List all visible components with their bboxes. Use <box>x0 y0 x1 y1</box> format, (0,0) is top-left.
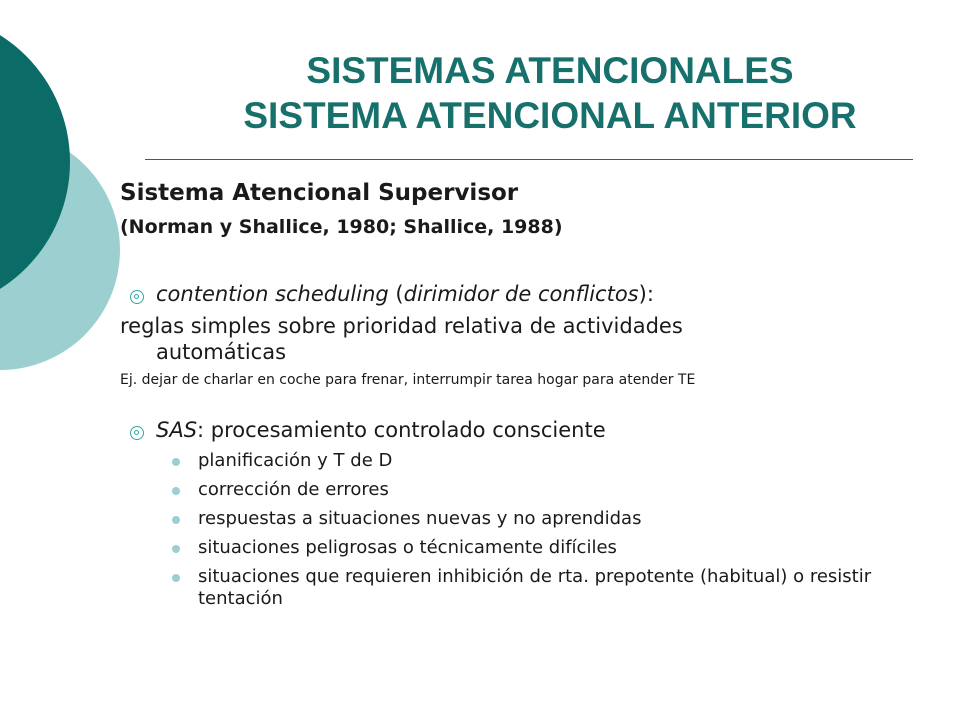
slide-title <box>150 48 950 138</box>
list-item <box>172 508 932 530</box>
title-line-1: SISTEMAS ATENCIONALES <box>306 50 794 91</box>
dot-bullet-icon <box>172 487 180 495</box>
list-item <box>172 537 932 559</box>
dot-bullet-icon <box>172 574 180 582</box>
citation: (Norman y Shallice, 1980; Shallice, 1988) <box>120 216 563 238</box>
title-line-2: SISTEMA ATENCIONAL ANTERIOR <box>243 95 857 136</box>
double-ring-bullet-icon <box>130 426 144 440</box>
list-item-text: planificación y T de D <box>198 450 393 471</box>
list-item <box>172 566 932 610</box>
example-text: Ej. dejar de charlar en coche para frenar, interrumpir tarea hogar para atender TE <box>120 372 696 388</box>
paren-open: ( <box>388 282 404 306</box>
term-sas: SAS <box>156 418 198 442</box>
list-item <box>172 450 932 472</box>
term-english: contention scheduling <box>156 282 389 306</box>
paragraph-line-2: automáticas <box>156 340 287 364</box>
double-ring-bullet-icon <box>130 290 144 304</box>
paragraph-line-1: reglas simples sobre prioridad relativa de actividades <box>120 314 683 338</box>
sas-description: : procesamiento controlado consciente <box>197 418 606 442</box>
dot-bullet-icon <box>172 545 180 553</box>
section-heading: Sistema Atencional Supervisor <box>120 180 519 206</box>
term-spanish: dirimidor de conflictos <box>403 282 639 306</box>
paren-close: ): <box>638 282 654 306</box>
bullet-contention-scheduling <box>156 282 654 306</box>
bullet-sas <box>156 418 606 442</box>
list-item-text: situaciones peligrosas o técnicamente difíciles <box>198 537 617 558</box>
dot-bullet-icon <box>172 458 180 466</box>
list-item-text: corrección de errores <box>198 479 389 500</box>
list-item-text: situaciones que requieren inhibición de rta. prepotente (habitual) o resistir tentación <box>198 566 872 609</box>
sas-sub-list <box>172 450 932 617</box>
title-divider <box>145 159 913 160</box>
list-item-text: respuestas a situaciones nuevas y no aprendidas <box>198 508 642 529</box>
dot-bullet-icon <box>172 516 180 524</box>
list-item <box>172 479 932 501</box>
